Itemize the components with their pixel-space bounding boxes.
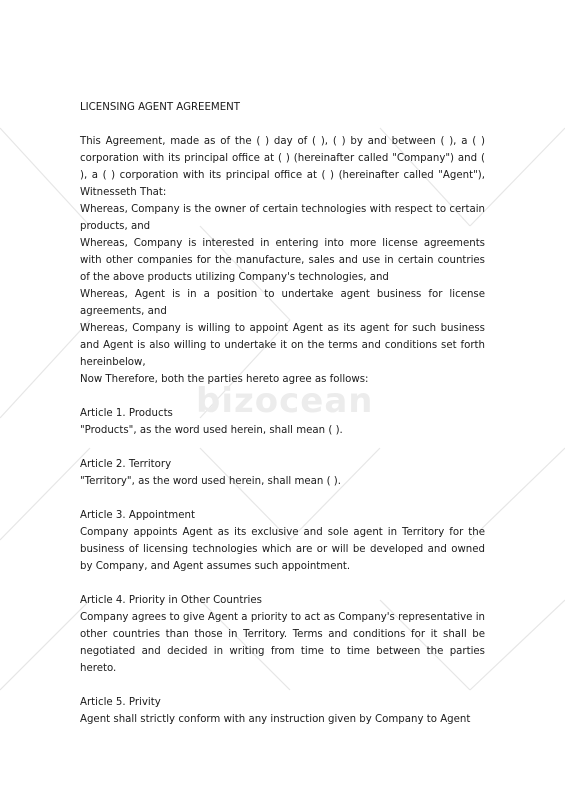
article-3 bbox=[80, 507, 485, 575]
watermark-line bbox=[0, 320, 90, 418]
article-body: Company appoints Agent as its exclusive and sole agent in Territory for the business of licensing technologies which are or will be developed and owned by Company, and Agent assumes such appointment. bbox=[80, 527, 485, 572]
intro-paragraph: Whereas, Company is the owner of certain technologies with respect to certain products, and bbox=[80, 204, 485, 232]
intro-paragraph: Whereas, Company is interested in entering into more license agreements with other companies for the manufacture, sales and use in certain countries of the above products utilizing Company's technologies, and bbox=[80, 238, 485, 283]
article-body: "Territory", as the word used herein, shall mean ( ). bbox=[80, 476, 342, 487]
article-heading: Article 3. Appointment bbox=[80, 510, 195, 521]
watermark-line bbox=[0, 128, 90, 226]
article-5 bbox=[80, 694, 485, 728]
watermark-line bbox=[0, 448, 90, 540]
article-body: Company agrees to give Agent a priority to act as Company's representative in other countries than those in Territory. Terms and conditions for it shall be negotiated and decided in writing from time to time between the parties hereto. bbox=[80, 612, 485, 674]
watermark-logo: bizocean bbox=[196, 381, 374, 421]
article-4 bbox=[80, 592, 485, 677]
agreement-body bbox=[80, 99, 485, 728]
document-title: LICENSING AGENT AGREEMENT bbox=[80, 102, 240, 113]
article-heading: Article 1. Products bbox=[80, 408, 173, 419]
article-2 bbox=[80, 456, 485, 490]
article-1 bbox=[80, 405, 485, 439]
agreement-intro bbox=[80, 133, 485, 388]
article-body: Agent shall strictly conform with any instruction given by Company to Agent bbox=[80, 714, 471, 725]
watermark-line bbox=[0, 600, 90, 690]
article-body: "Products", as the word used herein, shall mean ( ). bbox=[80, 425, 343, 436]
intro-paragraph: Now Therefore, both the parties hereto agree as follows: bbox=[80, 374, 369, 385]
article-heading: Article 2. Territory bbox=[80, 459, 172, 470]
article-heading: Article 4. Priority in Other Countries bbox=[80, 595, 262, 606]
article-heading: Article 5. Privity bbox=[80, 697, 161, 708]
intro-paragraph: This Agreement, made as of the ( ) day of ( ), ( ) by and between ( ), a ( ) corporation with its principal office at ( ) (hereinafter called "Company") and ( ), a ( ) corporation with its principal office at ( ) (hereinafter called "Agent"), Witnesseth That: bbox=[80, 136, 485, 198]
intro-paragraph: Whereas, Agent is in a position to undertake agent business for license agreements, and bbox=[80, 289, 485, 317]
intro-paragraph: Whereas, Company is willing to appoint Agent as its agent for such business and Agent is also willing to undertake it on the terms and conditions set forth hereinbelow, bbox=[80, 323, 485, 368]
